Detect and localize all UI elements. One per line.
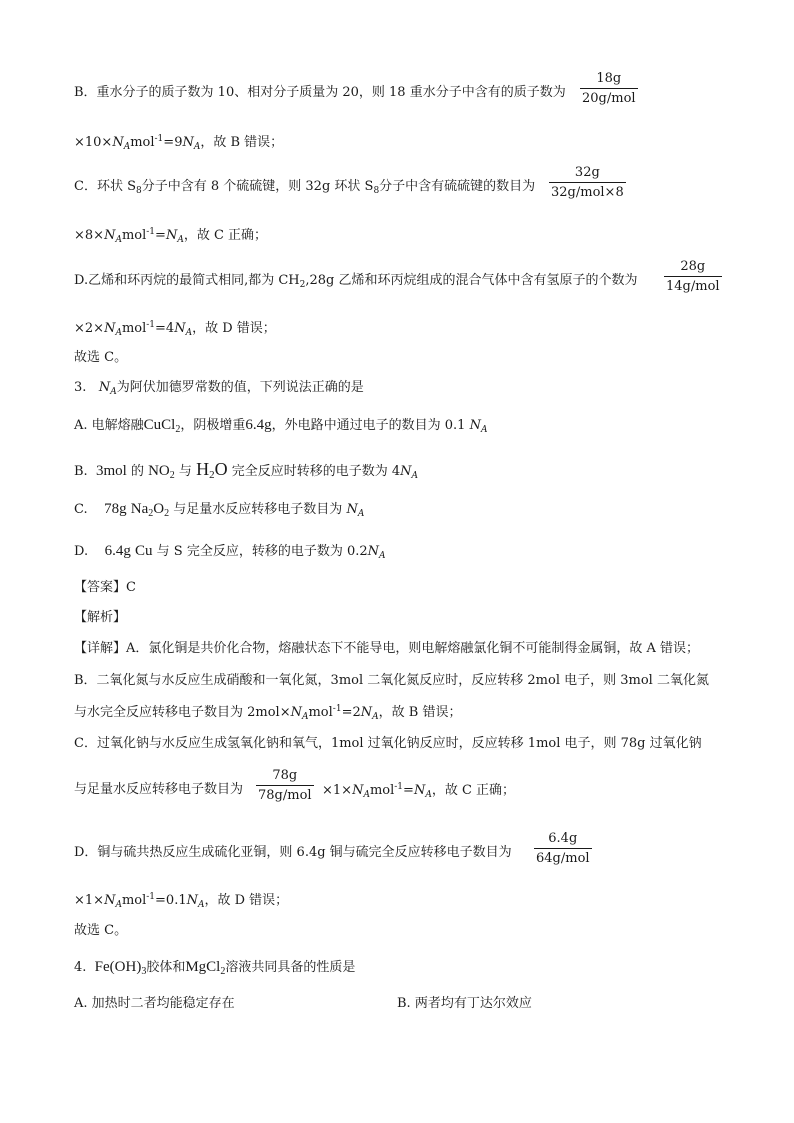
q2-option-d-line2: $\times 2\times N_Amol^{-1}=4N_A$，故 D 错误；: [74, 320, 276, 338]
q4-stem: 4. $Fe(OH)_3$胶体和MgCl$_2$溶液共同具备的性质是: [74, 959, 356, 977]
q2-option-b-line1: B．重水分子的质子数为 10、相对分子质量为 20，则 18 重水分子中含有的质子数为: [74, 85, 566, 100]
fraction-denominator: 64g/mol: [534, 848, 592, 865]
q3-detail-c-line2-pre: 与足量水反应转移电子数目为: [74, 782, 244, 797]
fraction-denominator: 14g/mol: [664, 276, 722, 293]
q3-detail-b-line2: 与水完全反应转移电子数目为 $2mol\times N_Amol^{-1}=2N_A$，故 B 错误；: [74, 704, 462, 722]
fraction-denominator: 78g/mol: [256, 785, 314, 802]
q3-detail-d-fraction: [534, 832, 592, 865]
q3-option-a: A. 电解熔融CuCl$_2$，阴极增重6.4g，外电路中通过电子的数目为 0.1 $N_A$: [74, 417, 488, 435]
fraction-numerator: 28g: [680, 259, 706, 274]
q2-d-fraction: [664, 260, 722, 293]
q4-option-a: A. 加热时二者均能稳定存在: [74, 996, 235, 1011]
q3-conclusion: 故选 C。: [74, 923, 128, 938]
q2-b-fraction: [580, 72, 638, 105]
q3-stem: 3. $N_A$为阿伏加德罗常数的值，下列说法正确的是: [74, 380, 364, 397]
fraction-numerator: 6.4g: [548, 831, 578, 846]
q3-detail-d-line1: D．铜与硫共热反应生成硫化亚铜，则 6.4g 铜与硫完全反应转移电子数目为: [74, 845, 512, 860]
q3-option-d: D. 6.4g Cu 与 S 完全反应，转移的电子数为 $0.2N_A$: [74, 543, 386, 561]
fraction-denominator: 20g/mol: [580, 88, 638, 105]
q3-detail-d-line2: $\times 1\times N_Amol^{-1}=0.1N_A$，故 D 错误；: [74, 892, 289, 910]
q3-detail-c-line2-post: $\times 1\times N_Amol^{-1}=N_A$，故 C 正确；: [322, 782, 516, 800]
q3-detail-b-line1: B．二氧化氮与水反应生成硝酸和一氧化氮，3mol 二氧化氮反应时，反应转移 2mol 电子，则 3mol 二氧化氮: [74, 673, 709, 688]
q2-option-c-line2: $\times 8\times N_Amol^{-1}=N_A$，故 C 正确；: [74, 227, 268, 245]
q3-detail-c-line1: C．过氧化钠与水反应生成氢氧化钠和氧气，1mol 过氧化钠反应时，反应转移 1mol 电子，则 78g 过氧化钠: [74, 736, 702, 751]
q3-analysis-label: 【解析】: [74, 610, 127, 625]
q2-conclusion: 故选 C。: [74, 350, 128, 365]
detail-label: 【详解】: [74, 641, 127, 656]
fraction-denominator: 32g/mol×8: [549, 182, 626, 199]
fraction-numerator: 18g: [596, 71, 622, 86]
answer-value: C: [126, 580, 136, 595]
q3-detail-a: 【详解】A．氯化铜是共价化合物，熔融状态下不能导电，则电解熔融氯化铜不可能制得金属铜，故 A 错误；: [74, 641, 700, 656]
q2-option-d-line1: D.乙烯和环丙烷的最简式相同,都为 $CH_2,28g$ 乙烯和环丙烷组成的混合气体中含有氢原子的个数为: [74, 273, 638, 290]
fraction-numerator: 32g: [574, 165, 600, 180]
q3-detail-c-fraction: [256, 769, 314, 802]
q2-option-c-line1: C．环状 $S_8$分子中含有 8 个硫硫键，则 32g 环状 $S_8$分子中含有硫硫键的数目为: [74, 179, 536, 196]
q3-option-b: B. 3mol 的 $NO_2$ 与 $H_2O$ 完全反应时转移的电子数为 $4N_A$: [74, 459, 418, 481]
q2-c-fraction: [549, 166, 626, 199]
fraction-numerator: 78g: [272, 768, 298, 783]
q4-option-b: B. 两者均有丁达尔效应: [397, 996, 532, 1011]
q2-option-b-line2: $\times 10\times N_Amol^{-1}=9N_A$，故 B 错误；: [74, 134, 284, 152]
answer-label: 【答案】: [74, 580, 127, 595]
q3-answer: [74, 581, 136, 594]
q3-option-c: C. 78g $Na_2O_2$ 与足量水反应转移电子数目为 $N_A$: [74, 501, 365, 519]
